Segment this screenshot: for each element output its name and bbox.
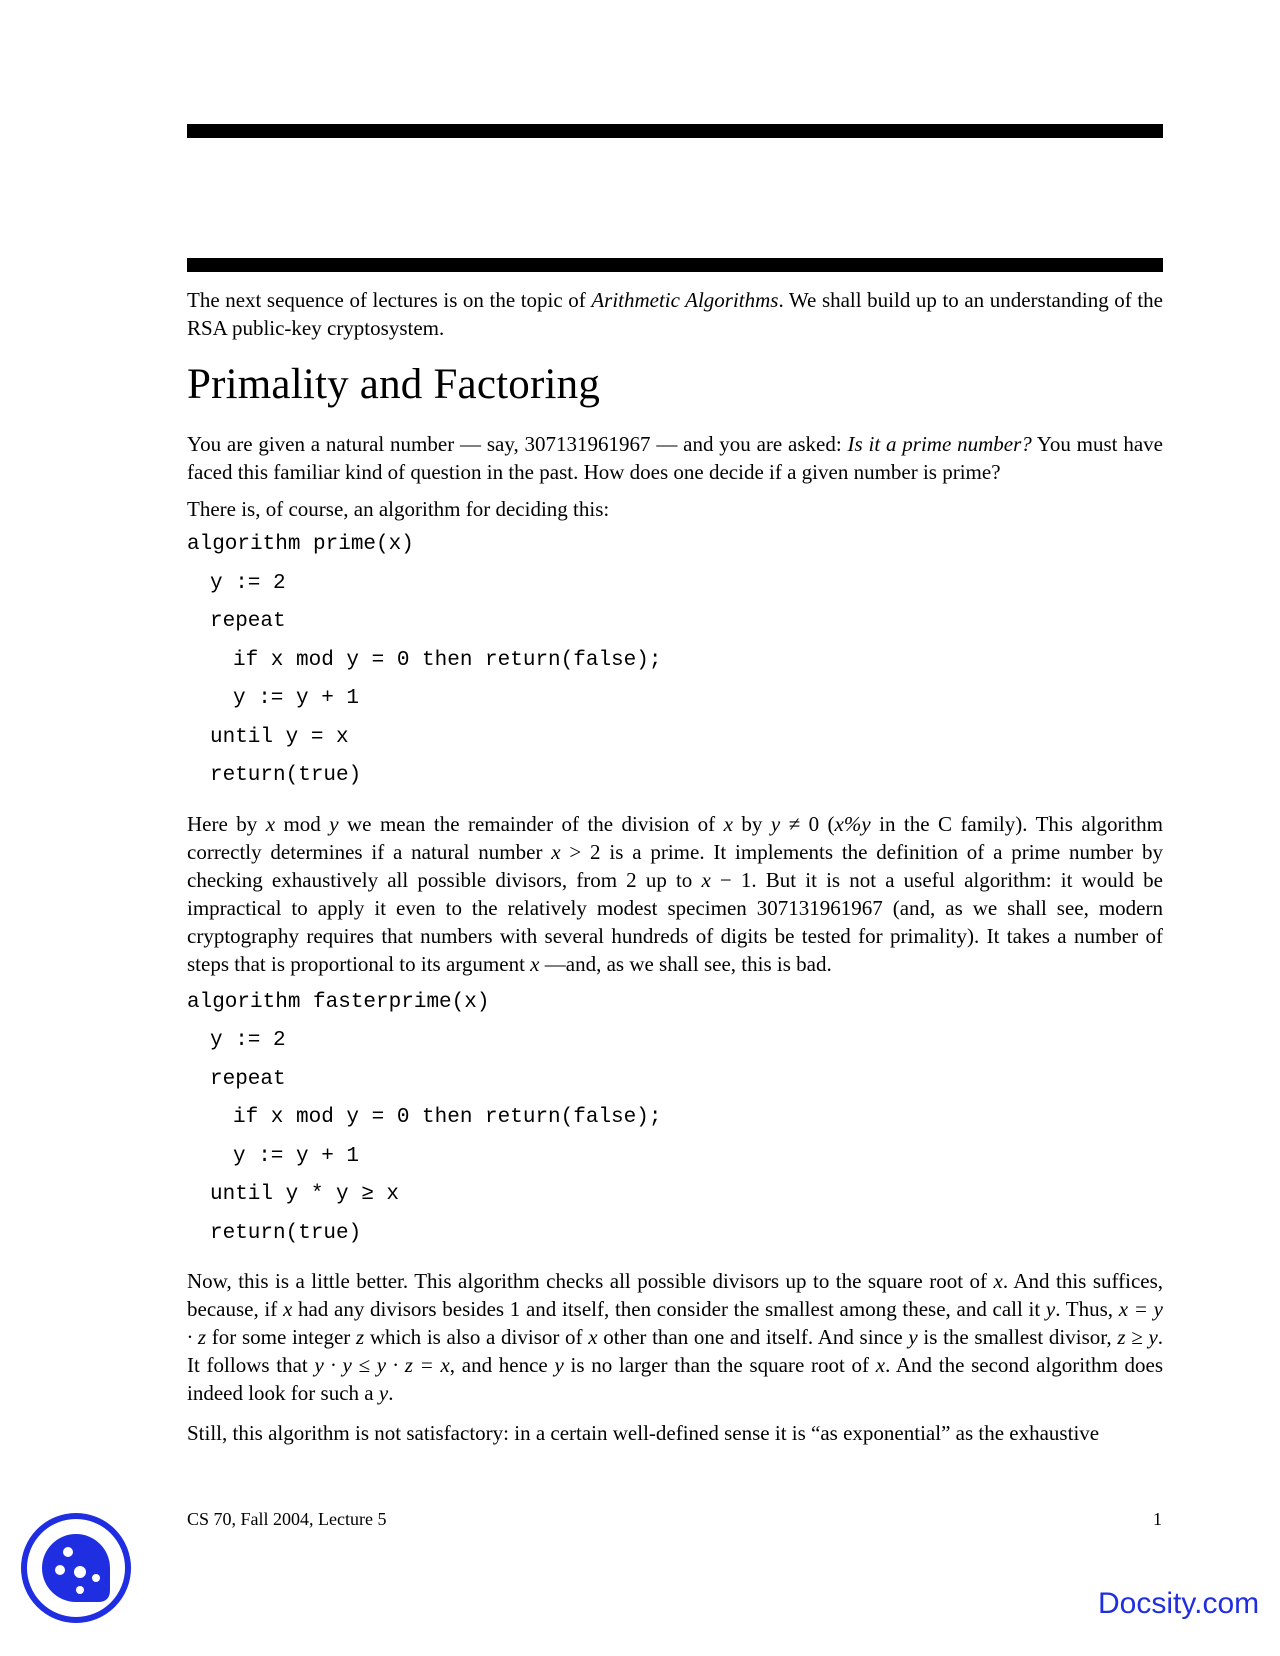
- section-heading: Primality and Factoring: [187, 361, 601, 408]
- lecture-body: [187, 286, 1163, 1456]
- code-line: algorithm prime(x): [187, 533, 414, 556]
- code-line: y := 2: [210, 1029, 286, 1052]
- paragraph-square-root: Now, this is a little better. This algorithm checks all possible divisors up to the square root of x. And this suffices, because, if x had any divisors besides 1 and itself, then consider the smallest among these, and call it y. Thus, x = y · z for some integer z which is also a divisor of x other than one and itself. And since y is the smallest divisor, z ≥ y. It follows that y · y ≤ y · z = x, and hence y is no larger than the square root of x. And the second algorithm does indeed look for such a y.: [187, 1269, 1164, 1405]
- paragraph-question: You are given a natural number — say, 307131961967 — and you are asked: Is it a prime number? You must have faced this familiar kind of question in the past. How does one decide if a given number is prime?: [187, 432, 1163, 484]
- code-line: repeat: [210, 610, 286, 633]
- paragraph-algorithm-intro: There is, of course, an algorithm for deciding this:: [187, 497, 610, 521]
- code-line: algorithm fasterprime(x): [187, 990, 490, 1014]
- paragraph-exhaustive: Here by x mod y we mean the remainder of the division of x by y ≠ 0 (x%y in the C family). This algorithm correctly determines if a natural number x > 2 is a prime. It implements the definition of a prime number by checking exhaustively all possible divisors, from 2 up to x − 1. But it is not a useful algorithm: it would be impractical to apply it even to the relatively modest specimen 307131961967 (and, as we shall see, modern cryptography requires that numbers with several hundreds of digits be tested for primality). It takes a number of steps that is proportional to its argument x —and, as we shall see, this is bad.: [187, 811, 1164, 976]
- footer-course-label: CS 70, Fall 2004, Lecture 5: [187, 1509, 387, 1529]
- header-rule-top: [187, 124, 1163, 138]
- code-line: until y = x: [210, 725, 349, 749]
- footer-page-number: 1: [1153, 1509, 1162, 1529]
- question-emphasis: Is it a prime number?: [847, 432, 1032, 456]
- intro-paragraph: The next sequence of lectures is on the topic of Arithmetic Algorithms. We shall build up to an understanding of the RSA public-key cryptosystem.: [187, 288, 1163, 340]
- code-line: return(true): [210, 1221, 362, 1245]
- paragraph-still: Still, this algorithm is not satisfactory: in a certain well-defined sense it is “as exponential” as the exhaustive: [187, 1421, 1100, 1445]
- code-block-fasterprime: [187, 990, 1163, 1260]
- code-block-prime: [187, 532, 1163, 802]
- code-line: repeat: [210, 1067, 286, 1091]
- code-line: if x mod y = 0 then return(false);: [233, 1106, 662, 1129]
- code-line: until y * y ≥ x: [210, 1183, 400, 1206]
- topic-emphasis: Arithmetic Algorithms: [591, 288, 779, 312]
- code-line: y := 2: [210, 571, 286, 595]
- code-line: return(true): [210, 764, 362, 787]
- header-rule-bottom: [187, 258, 1163, 272]
- code-line: if x mod y = 0 then return(false);: [233, 648, 662, 672]
- code-line: y := y + 1: [233, 1144, 360, 1168]
- docsity-brand-link[interactable]: Docsity.com: [1098, 1587, 1260, 1620]
- code-line: y := y + 1: [233, 687, 360, 710]
- docsity-logo-icon[interactable]: [20, 1512, 132, 1624]
